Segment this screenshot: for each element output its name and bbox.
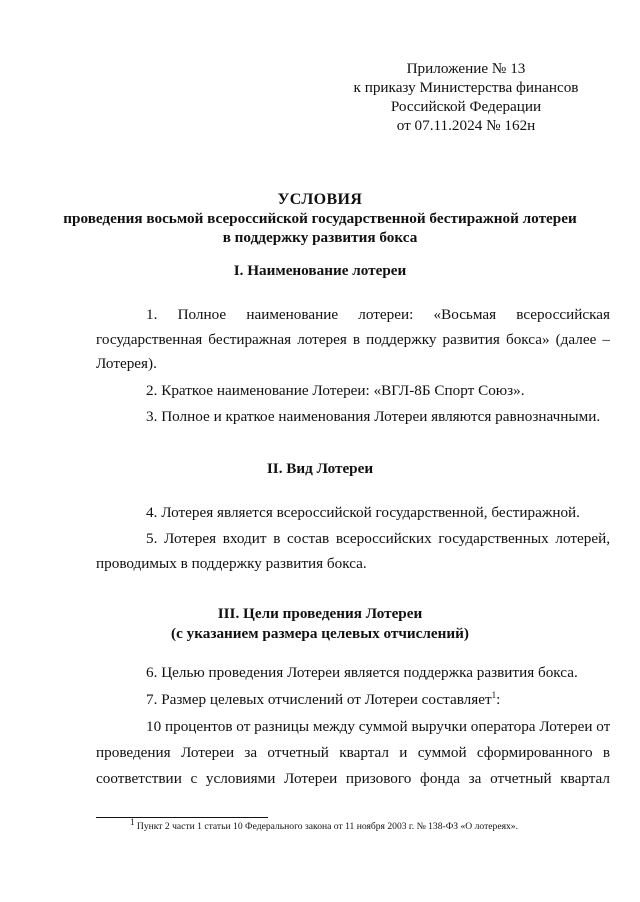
word: лотереи: <box>358 306 414 323</box>
paragraph-6: 6. Целью проведения Лотереи является поддержка развития бокса. <box>146 664 578 681</box>
word: 1. <box>146 306 158 323</box>
title-subtitle-line: проведения восьмой всероссийской государственной бестиражной лотереи <box>63 210 577 227</box>
word: «Восьмая <box>433 306 497 323</box>
paragraph-5-line: 5. Лотерея входит в состав всероссийских государственных лотерей, <box>146 530 610 547</box>
word: всероссийская <box>516 306 610 323</box>
section-heading-1: I. Наименование лотереи <box>233 262 407 279</box>
paragraph-7-colon: : <box>496 691 501 708</box>
paragraph-2: 2. Краткое наименование Лотереи: «ВГЛ-8Б Спорт Союз». <box>146 382 525 399</box>
section-heading-3-sub: (с указанием размера целевых отчислений) <box>171 625 469 642</box>
paragraph-4: 4. Лотерея является всероссийской государственной, бестиражной. <box>146 504 580 521</box>
footnote-ref: 1 <box>491 689 497 700</box>
word: Полное <box>177 306 227 323</box>
annex-line: к приказу Министерства финансов <box>353 79 579 96</box>
footnote-divider <box>96 817 268 818</box>
section-heading-2: II. Вид Лотереи <box>266 460 374 477</box>
annex-header <box>346 59 586 135</box>
section-heading-3: III. Цели проведения Лотереи <box>217 605 423 622</box>
paragraph-1-line <box>96 303 610 327</box>
paragraph-3: 3. Полное и краткое наименования Лотереи являются равнозначными. <box>146 408 601 425</box>
document-title <box>60 190 580 247</box>
paragraph-1-line: Лотерея). <box>96 355 157 372</box>
word: наименование <box>246 306 339 323</box>
paragraph-8-line: соответствии с условиями Лотереи призового фонда за отчетный квартал <box>96 770 610 787</box>
paragraph-7-text: 7. Размер целевых отчислений от Лотереи составляет <box>146 691 492 708</box>
footnote-text: Пункт 2 части 1 статьи 10 Федерального закона от 11 ноября 2003 г. № 138-ФЗ «О лотереях». <box>136 821 518 832</box>
footnote-marker: 1 <box>130 816 135 827</box>
paragraph-7 <box>146 688 500 712</box>
paragraph-8-line: 10 процентов от разницы между суммой выручки оператора Лотереи от <box>146 718 610 735</box>
title-subtitle-line: в поддержку развития бокса <box>222 229 418 246</box>
annex-line: Российской Федерации <box>390 98 542 115</box>
paragraph-5-line: проводимых в поддержку развития бокса. <box>96 555 367 572</box>
paragraph-8-line: проведения Лотереи за отчетный квартал и суммой сформированного в <box>96 744 610 761</box>
annex-line: от 07.11.2024 № 162н <box>396 117 536 134</box>
paragraph-1-line: государственная бестиражная лотерея в поддержку развития бокса» (далее – <box>96 331 610 348</box>
title-main: УСЛОВИЯ <box>277 191 363 208</box>
footnote <box>130 816 518 834</box>
annex-line: Приложение № 13 <box>406 60 526 77</box>
